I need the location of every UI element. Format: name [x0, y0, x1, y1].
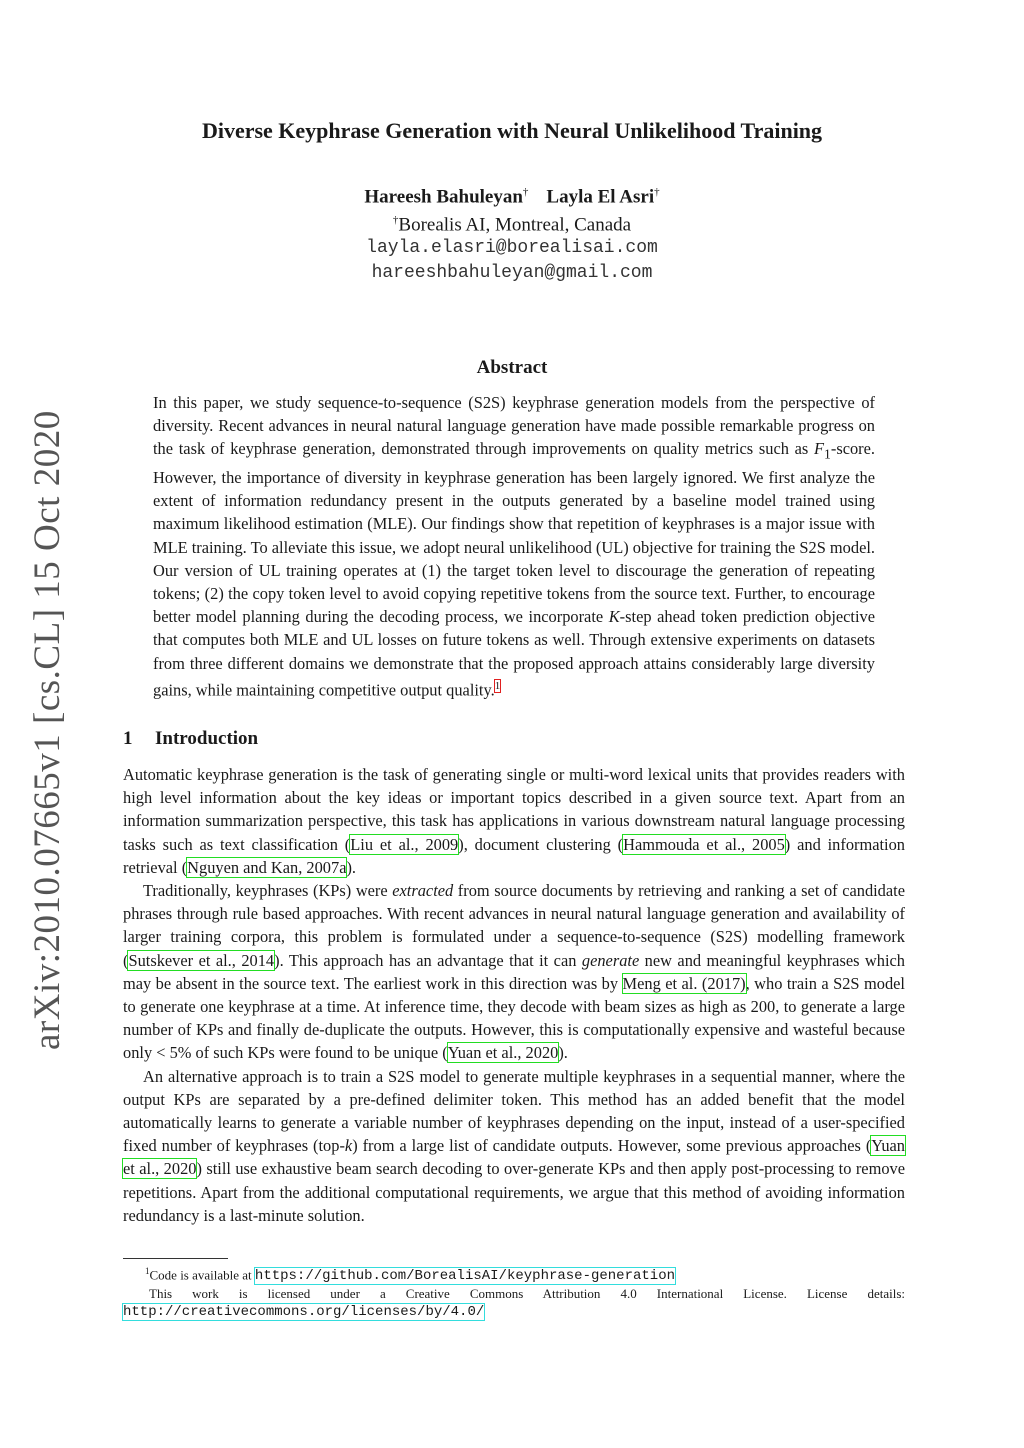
- citation-link[interactable]: Liu et al., 2009: [350, 834, 459, 854]
- license-text: This work is licensed under a Creative Commons Attribution 4.0 International License. License details:: [149, 1286, 905, 1302]
- text: An alternative approach is to train a S2S model to generate multiple keyphrases in a sequential manner, where the output KPs are separated by a pre-defined delimiter token. This method has an added benefit that the model automatically learns to generate a variable number of keyphrases depending on the input, instead of a user-specified fixed number of keyphrases (top-: [123, 1066, 905, 1156]
- affiliation-mark: †: [392, 214, 399, 226]
- author-line: [0, 186, 1024, 208]
- paragraph: [123, 1065, 905, 1227]
- text: ) and information retrieval (: [123, 834, 905, 877]
- citation-link[interactable]: Meng et al. (2017): [622, 973, 746, 993]
- abstract-text: In this paper, we study sequence-to-sequence (S2S) keyphrase generation models from the perspective of diversity. Recent advances in neural natural language generation have made possible remarkable progress on the task of keyphrase generation, demonstrated through improvements on quality metrics such as: [153, 393, 875, 459]
- paragraph: [123, 763, 905, 879]
- text: Traditionally, keyphrases (KPs) were: [143, 881, 393, 901]
- author-name-1: Hareesh Bahuleyan: [364, 186, 523, 208]
- abstract-body: [153, 391, 875, 701]
- author-email-2: hareeshbahuleyan@gmail.com: [371, 263, 653, 283]
- section-title: Introduction: [155, 728, 259, 749]
- citation-link[interactable]: Hammouda et al., 2005: [623, 834, 785, 854]
- footnote-1: [123, 1263, 905, 1285]
- paper-title: Diverse Keyphrase Generation with Neural Unlikelihood Training: [201, 118, 823, 143]
- abstract-text: -score. However, the importance of diversity in keyphrase generation has been largely ignored. We first analyze the extent of information redundancy present in the outputs generated by a baseline model trained using maximum likelihood estimation (MLE). Our findings show that repetition of keyphrases is a major issue with MLE training. To alleviate this issue, we adopt neural unlikelihood (UL) objective for training the S2S model. Our version of UL training operates at (1) the target token level to discourage the generation of repeating tokens; (2) the copy token level to avoid copying repetitive tokens from the source text. Further, to encourage better model planning during the decoding process, we incorporate: [153, 439, 875, 627]
- license-url-link[interactable]: http://creativecommons.org/licenses/by/4.0/: [123, 1304, 485, 1321]
- affiliation-mark: †: [522, 186, 529, 198]
- text: ).: [558, 1043, 568, 1063]
- author-email-1: layla.elasri@borealisai.com: [366, 238, 658, 258]
- math-f: F: [814, 439, 825, 459]
- citation-link[interactable]: Yuan et al., 2020: [447, 1043, 559, 1063]
- citation-link[interactable]: Sutskever et al., 2014: [128, 950, 275, 970]
- affiliation-text: Borealis AI, Montreal, Canada: [398, 214, 632, 236]
- citation-link[interactable]: Yuan et al., 2020: [123, 1136, 905, 1179]
- math-subscript: 1: [824, 446, 831, 462]
- affiliation: [0, 214, 1024, 236]
- footnote-mark: 1: [145, 1266, 150, 1276]
- footnotes: [123, 1263, 905, 1321]
- abstract-heading: Abstract: [476, 357, 548, 378]
- math-k: k: [344, 1136, 353, 1156]
- text: ).: [346, 857, 357, 877]
- code-url-link[interactable]: https://github.com/BorealisAI/keyphrase-generation: [254, 1268, 675, 1285]
- text: Automatic keyphrase generation is the task of generating single or multi-word lexical units that provides readers with high level information about the key ideas or important topics described in a given source text. Apart from an information summarization perspective, this task has applications in various downstream natural language processing tasks such as text classification (: [123, 765, 905, 854]
- text: ), document clustering (: [458, 834, 624, 854]
- text: , who train a S2S model to generate one keyphrase at a time. At inference time, they decode with beam sizes as high as 200, to generate a large number of KPs and finally de-duplicate the outputs. However, this is computationally expensive and wasteful because only < 5% of such KPs were found to be unique (: [123, 973, 905, 1063]
- text: ) from a large list of candidate outputs. However, some previous approaches (: [352, 1136, 872, 1156]
- footnote-rule: [123, 1258, 228, 1259]
- emphasis: generate: [581, 950, 640, 970]
- text: ). This approach has an advantage that it can: [274, 950, 582, 970]
- section-number: 1: [123, 728, 133, 749]
- footnote-ref-link[interactable]: 1: [494, 679, 501, 692]
- emphasis: extracted: [392, 881, 454, 901]
- citation-link[interactable]: Nguyen and Kan, 2007a: [187, 857, 347, 877]
- affiliation-mark: †: [654, 186, 660, 198]
- paragraph: [123, 879, 905, 1065]
- text: ) still use exhaustive beam search decoding to over-generate KPs and then apply post-processing to remove repetitions. Apart from the additional computational requirements, we argue that this method of avoiding information redundancy is a last-minute solution.: [123, 1159, 905, 1225]
- footnote-text: Code is available at: [149, 1267, 255, 1283]
- text: from source documents by retrieving and ranking a set of candidate phrases through rule based approaches. With recent advances in neural natural language generation and availability of larger training corpora, this problem is formulated under a sequence-to-sequence (S2S) modelling framework (: [123, 881, 905, 970]
- intro-body: [123, 763, 905, 1227]
- author-name-2: Layla El Asri: [546, 186, 655, 208]
- abstract-text: -step ahead token prediction objective that computes both MLE and UL losses on future tokens as well. Through extensive experiments on datasets from three different domains we demonstrate that the proposed approach attains considerably large diversity gains, while maintaining competitive output quality.: [153, 607, 875, 700]
- section-heading: [123, 728, 258, 750]
- math-k: K: [608, 607, 620, 627]
- text: new and meaningful keyphrases which may be absent in the source text. The earliest work in this direction was by: [123, 950, 905, 993]
- license-note: [123, 1285, 905, 1321]
- arxiv-sidebar-identifier: arXiv:2010.07665v1 [cs.CL] 15 Oct 2020: [27, 410, 68, 1050]
